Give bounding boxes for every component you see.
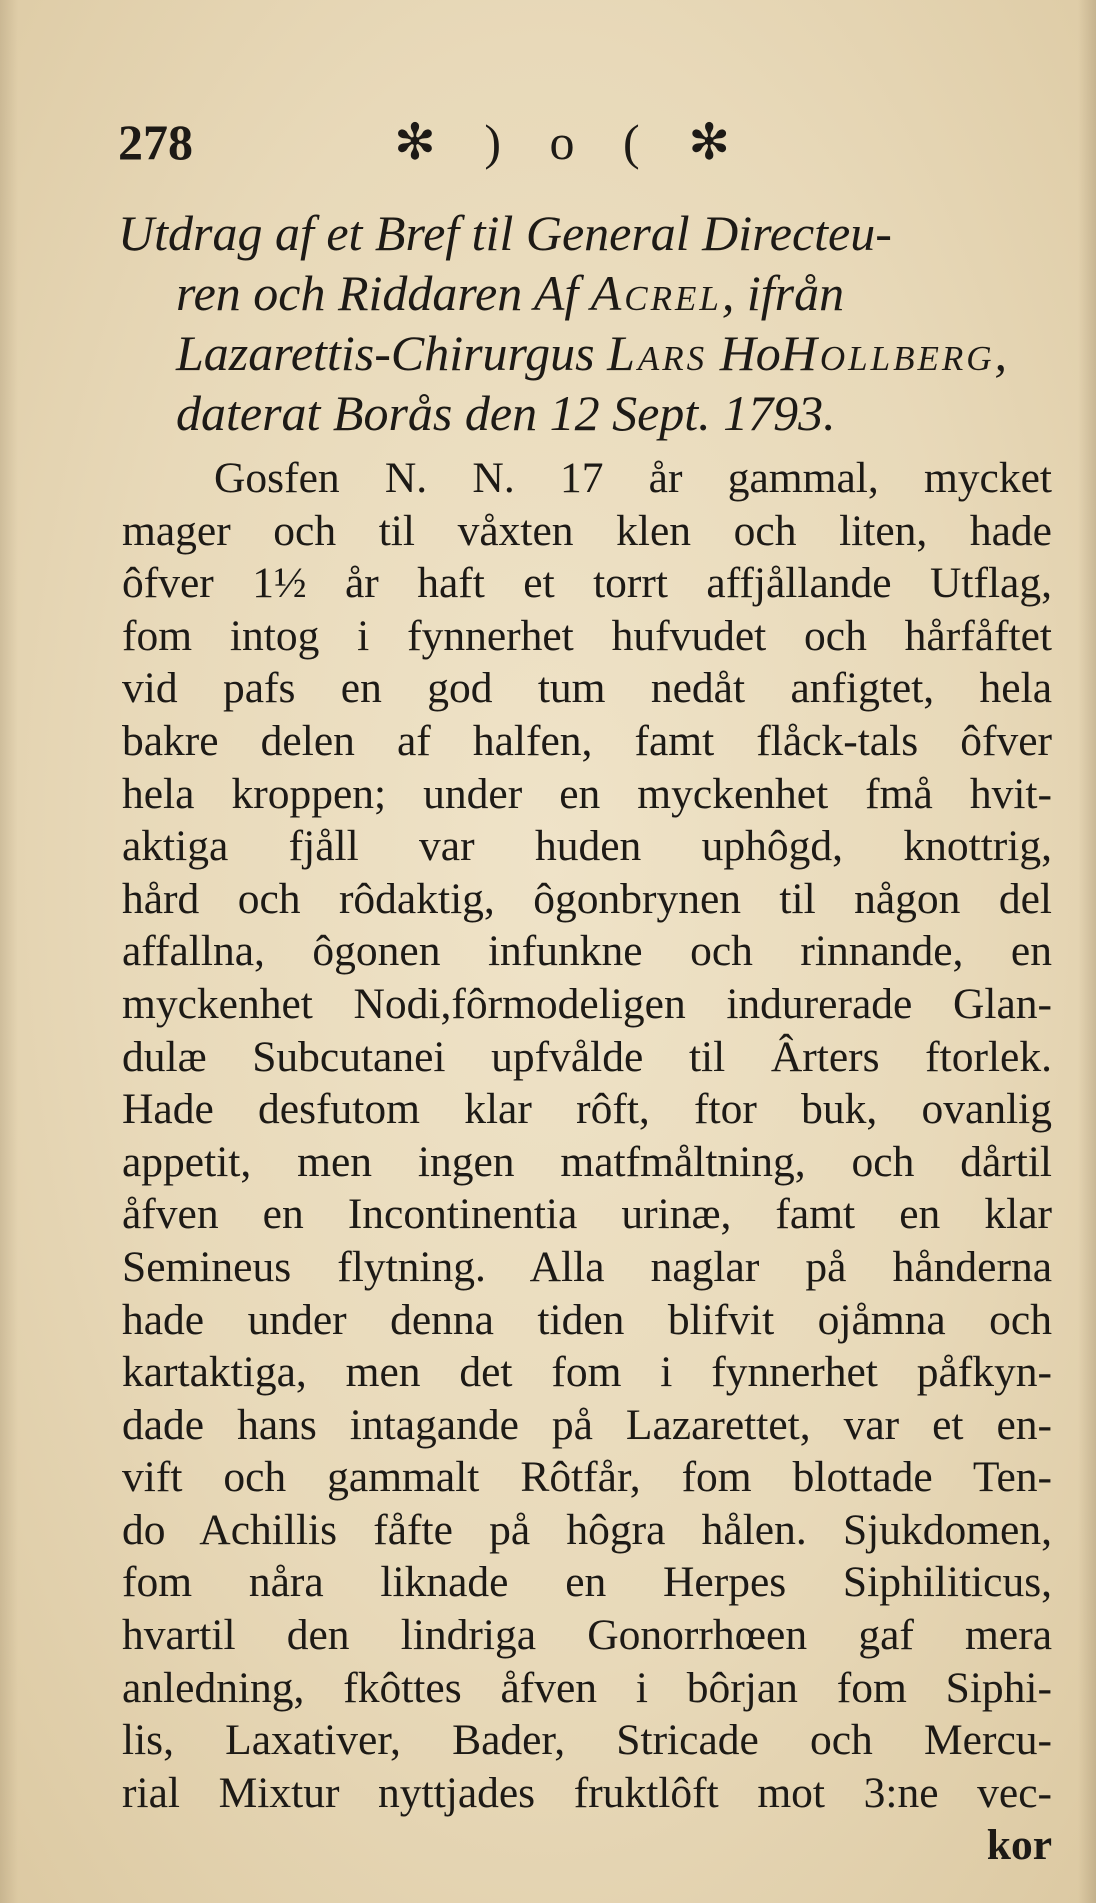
article-title: [118, 203, 1068, 443]
body-line: lis, Laxativer, Bader, Stricade och Mercu-: [122, 1716, 1052, 1765]
left-page-edge: [0, 0, 18, 1903]
body-line: Semineus flytning. Alla naglar på hånderna: [122, 1242, 1052, 1291]
body-line: bakre delen af halfen, famt flåck-tals ôfver: [122, 716, 1052, 765]
title-line-2: [118, 263, 1068, 323]
title-line-3: [118, 323, 1068, 383]
body-line: do Achillis fåfte på hôgra hålen. Sjukdomen,: [122, 1505, 1052, 1554]
right-page-edge: [1078, 0, 1096, 1903]
title-line-3-text: Lazarettis-Chirurgus: [176, 325, 608, 381]
body-line: myckenhet Nodi,fôrmodeligen indurerade Glan-: [122, 979, 1052, 1028]
body-line: hvartil den lindriga Gonorrhœen gaf mera: [122, 1611, 1052, 1660]
name-hollberg: Hollberg,: [780, 325, 1011, 381]
body-line: rial Mixtur nyttjades fruktlôft mot 3:ne vec-: [122, 1768, 1052, 1817]
title-ifran: , ifrån: [721, 265, 845, 321]
body-line: fom intog i fynnerhet hufvudet och hårfåftet: [122, 611, 1052, 660]
name-ho: Ho: [719, 325, 781, 381]
body-line: åfven en Incontinentia urinæ, famt en klar: [122, 1190, 1052, 1239]
name-lars: Lars: [607, 325, 708, 381]
running-header: [118, 112, 978, 172]
body-line: hade under denna tiden blifvit ojåmna och: [122, 1295, 1052, 1344]
body-line: affallna, ôgonen infunkne och rinnande, en: [122, 927, 1052, 976]
page-number: 278: [118, 114, 193, 170]
title-line-2-text: ren och Riddaren Af: [176, 265, 591, 321]
body-line: hård och rôdaktig, ôgonbrynen til någon del: [122, 874, 1052, 923]
title-line-4: daterat Borås den 12 Sept. 1793.: [176, 385, 836, 441]
body-line: Gosfen N. N. 17 år gammal, mycket: [214, 454, 1052, 502]
body-line: hela kroppen; under en myckenhet fmå hvit-: [122, 769, 1052, 818]
body-line: vift och gammalt Rôtfår, fom blottade Ten-: [122, 1453, 1052, 1502]
body-line: dade hans intagande på Lazarettet, var et en-: [122, 1400, 1052, 1449]
body-line: appetit, men ingen matfmåltning, och dårtil: [122, 1137, 1052, 1186]
body-line: dulæ Subcutanei upfvålde til Ârters ftorlek.: [122, 1032, 1052, 1081]
header-ornament: ✻ ) o ( ✻: [394, 114, 749, 170]
title-line-1: Utdrag af et Bref til General Directeu-: [118, 205, 892, 261]
catchword: kor: [986, 1821, 1052, 1870]
body-line: aktiga fjåll var huden uphôgd, knottrig,: [122, 822, 1052, 871]
body-line: mager och til våxten klen och liten, hade: [122, 506, 1052, 555]
body-line: fom nåra liknade en Herpes Siphiliticus,: [122, 1558, 1052, 1607]
article-body: [122, 452, 1052, 1872]
body-line: vid pafs en god tum nedåt anfigtet, hela: [122, 664, 1052, 713]
body-line: anledning, fkôttes åfven i bôrjan fom Siphi-: [122, 1663, 1052, 1712]
body-line: ôfver 1½ år haft et torrt affjållande Utflag,: [122, 559, 1052, 608]
name-acrel: Acrel: [590, 265, 722, 321]
body-line: kartaktiga, men det fom i fynnerhet påfkyn-: [122, 1348, 1052, 1397]
body-line: Hade desfutom klar rôft, ftor buk, ovanlig: [122, 1085, 1052, 1134]
